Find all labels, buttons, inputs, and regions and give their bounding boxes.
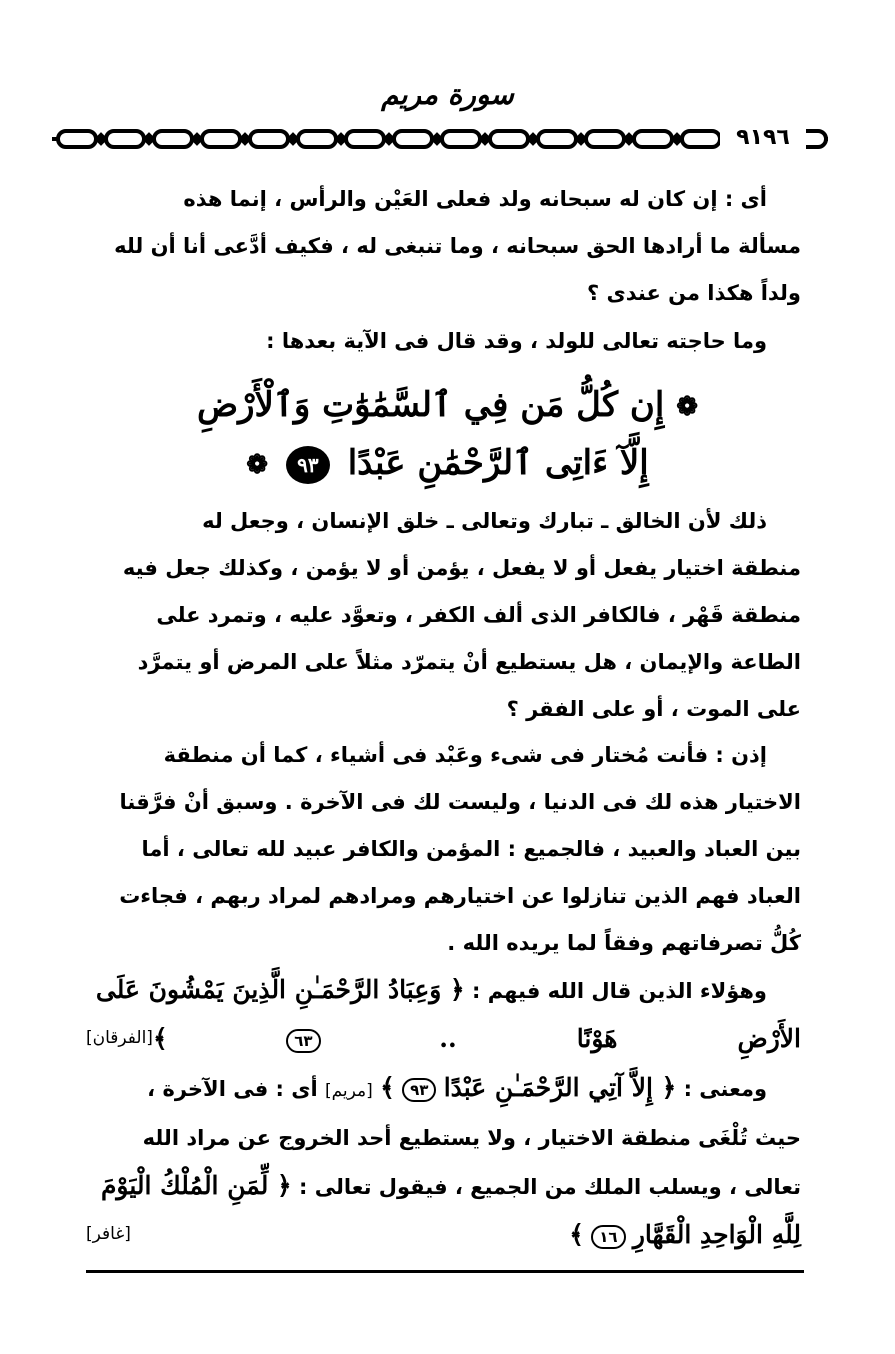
paragraph-2 [86, 318, 801, 365]
verse-text: إِلَّآ ءَاتِى ٱلرَّحْمَٰنِ عَبْدًا [347, 443, 649, 483]
ornament-link [298, 131, 336, 147]
text-fragment: تعالى ، ويسلب الملك من الجميع ، فيقول تعالى : [298, 1175, 801, 1199]
text-line: أى : إن كان له سبحانه ولد فعلى العَيْن والرأس ، إنما هذه [183, 187, 767, 211]
text-line [86, 966, 801, 1015]
verse-close-ornament-icon: ❁ [246, 450, 269, 480]
ornament-diamond [289, 135, 297, 143]
quran-quote: ﴿ لِّمَنِ الْمُلْكُ الْيَوْمَ [100, 1171, 292, 1200]
ornament-link [586, 131, 624, 147]
page-number: ٩١٩٦ [720, 122, 806, 154]
ornament-link [538, 131, 576, 147]
quote-close-mark: ﴾ [380, 1073, 395, 1102]
paragraph-3 [86, 498, 801, 733]
text-line: مسألة ما أرادها الحق سبحانه ، وما تنبغى له ، فكيف أدَّعى أنا أن لله [114, 234, 801, 258]
text-line [86, 1015, 801, 1064]
ornament-link [154, 131, 192, 147]
verse-text: إِن كُلُّ مَن فِي ٱلسَّمَٰوَٰتِ وَٱلْأَرْضِ [197, 385, 665, 425]
ornament-link [202, 131, 240, 147]
text-line [86, 1162, 801, 1211]
quran-quote: الأَرْضِ هَوْنًا .. [439, 1024, 802, 1053]
ornament-link [682, 131, 720, 147]
text-line: منطقة اختيار يفعل أو لا يفعل ، يؤمن أو لا يؤمن ، وكذلك جعل فيه [122, 556, 801, 580]
ornament-link [346, 131, 384, 147]
quran-verse-line-2 [0, 438, 895, 490]
verse-open-ornament-icon: ❁ [676, 392, 698, 422]
text-line: ذلك لأن الخالق ـ تبارك وتعالى ـ خلق الإنسان ، وجعل له [202, 509, 767, 533]
text-fragment: أى : فى الآخرة ، [147, 1077, 318, 1101]
quran-quote: لِلَّهِ الْوَاحِدِ الْقَهَّارِ [632, 1220, 801, 1249]
surah-reference: [مريم] [324, 1081, 373, 1101]
quote-close-mark: ﴾ [152, 1024, 168, 1053]
text-line: كُلُّ تصرفاتهم وفقاً لما يريده الله . [447, 931, 801, 955]
footer-rule [86, 1270, 804, 1273]
verse-number-badge: ١٦ [591, 1225, 625, 1249]
quran-quote: ﴿ وَعِبَادُ الرَّحْمَـٰنِ الَّذِينَ يَمْشُونَ عَلَى [95, 975, 465, 1004]
text-line: على الموت ، أو على الفقر ؟ [506, 697, 801, 721]
text-line: الاختيار هذه لك فى الدنيا ، وليست لك فى الآخرة . وسبق أنْ فرَّقنا [119, 790, 801, 814]
verse-number-medallion: ٩٣ [286, 446, 330, 484]
ornament-diamond [337, 135, 345, 143]
text-line: وما حاجته تعالى للولد ، وقد قال فى الآية بعدها : [266, 329, 767, 353]
ornament-diamond [97, 135, 105, 143]
header-ornament-rule [52, 124, 828, 154]
lead-text: وهؤلاء الذين قال الله فيهم : [471, 979, 767, 1003]
ornament-link [106, 131, 144, 147]
ornament-diamond [529, 135, 537, 143]
verse-number-badge: ٦٣ [286, 1029, 320, 1053]
ornament-diamond [481, 135, 489, 143]
surah-title: سورة مريم [381, 78, 514, 111]
quran-verse-line-1 [0, 380, 895, 432]
text-line: العباد فهم الذين تنازلوا عن اختيارهم ومرادهم لمراد ربهم ، فجاءت [119, 884, 801, 908]
ornament-diamond [577, 135, 585, 143]
ornament-diamond [433, 135, 441, 143]
ornament-link [394, 131, 432, 147]
ornament-diamond [673, 135, 681, 143]
text-line: ولداً هكذا من عندى ؟ [587, 281, 801, 305]
ornament-link [442, 131, 480, 147]
ornament-link [634, 131, 672, 147]
text-line [86, 1211, 801, 1260]
ornament-link [58, 131, 96, 147]
paragraph-5 [86, 966, 801, 1064]
ornament-diamond [625, 135, 633, 143]
ornament-link [250, 131, 288, 147]
ornament-diamond [241, 135, 249, 143]
quote-close-mark: ﴾ [569, 1220, 584, 1249]
text-line: بين العباد والعبيد ، فالجميع : المؤمن والكافر عبيد لله تعالى ، أما [141, 837, 801, 861]
paragraph-4 [86, 732, 801, 967]
text-line: منطقة قَهْر ، فالكافر الذى ألف الكفر ، وتعوَّد عليه ، وتمرد على [156, 603, 801, 627]
text-line: إذن : فأنت مُختار فى شىء وعَبْد فى أشياء ، كما أن منطقة [163, 743, 767, 767]
paragraph-1 [86, 176, 801, 317]
quran-quote: ﴿ إِلاَّ آتِي الرَّحْمَـٰنِ عَبْدًا [443, 1073, 677, 1102]
text-line: الطاعة والإيمان ، هل يستطيع أنْ يتمرّد مثلاً على المرض أو يتمرَّد [137, 650, 801, 674]
ornament-diamond [193, 135, 201, 143]
paragraph-6 [86, 1064, 801, 1260]
surah-reference: [الفرقان] [86, 1028, 153, 1048]
text-line [86, 1064, 801, 1115]
text-line: حيث تُلْغَى منطقة الاختيار ، ولا يستطيع أحد الخروج عن مراد الله [142, 1126, 801, 1150]
ornament-link [490, 131, 528, 147]
lead-text: ومعنى : [683, 1077, 767, 1101]
surah-reference: [غافر] [86, 1224, 131, 1244]
verse-number-badge: ٩٣ [402, 1078, 436, 1102]
ornament-diamond [145, 135, 153, 143]
ornament-diamond [385, 135, 393, 143]
